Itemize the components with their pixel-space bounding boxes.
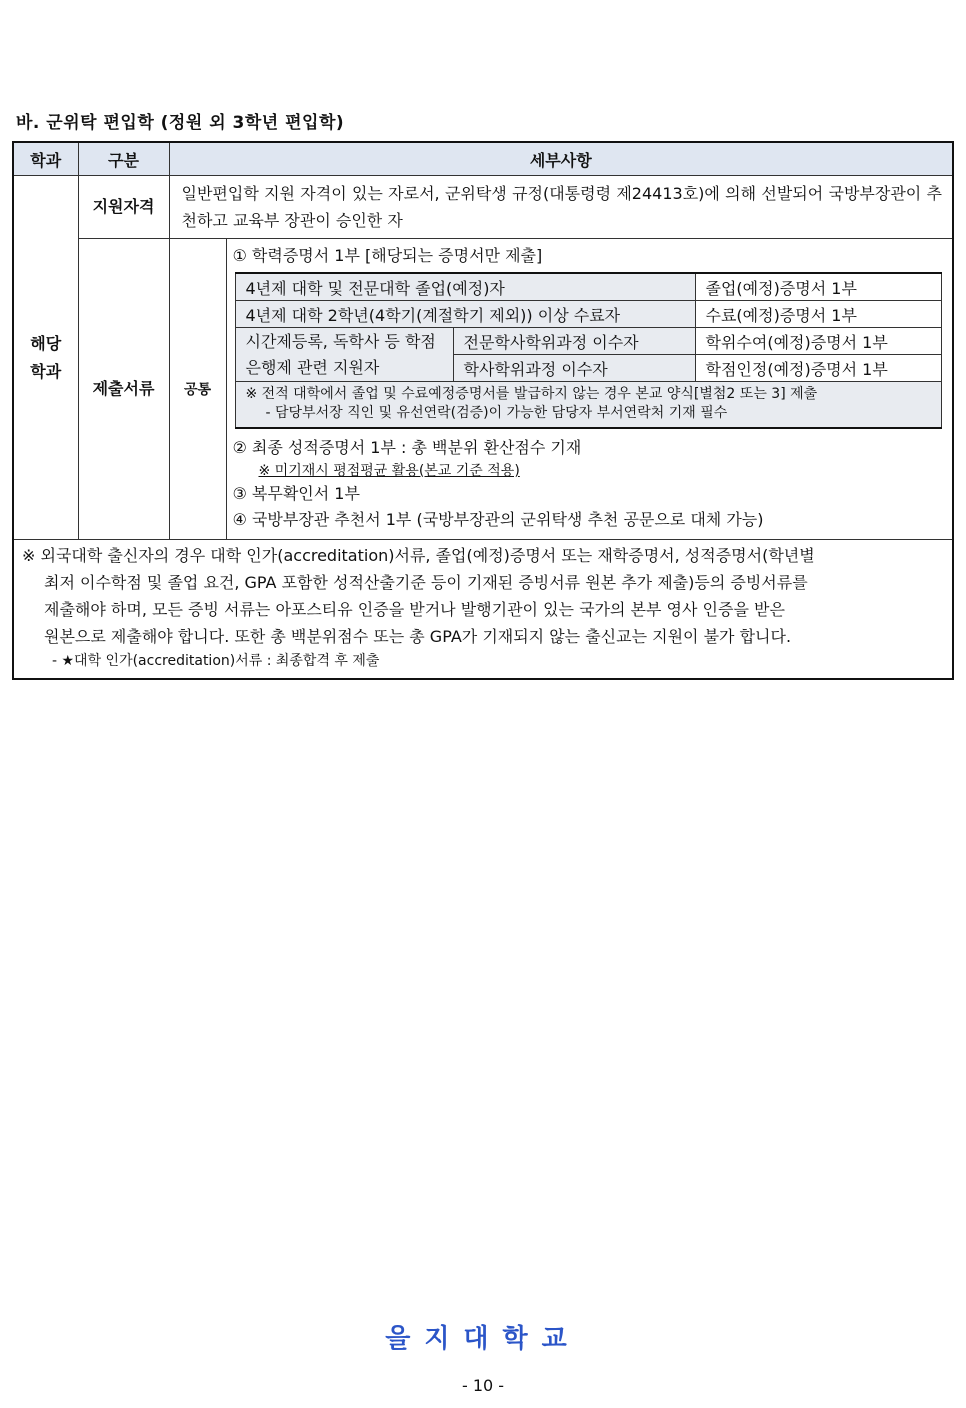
eligibility-text: 일반편입학 지원 자격이 있는 자로서, 군위탁생 규정(대통령령 제24413호)에 의해 선발되어 국방부장관이 추천하고 교육부 장관이 승인한 자: [169, 176, 953, 239]
documents-label: 제출서류: [78, 239, 169, 540]
transcript-requirements-table: [235, 272, 942, 429]
doc-item-1: ① 학력증명서 1부 [해당되는 증명서만 제출]: [232, 246, 543, 265]
req-note-line2: - 담당부서장 직인 및 유선연락(검증)이 가능한 담당자 부서연락처 기재 필수: [265, 405, 728, 421]
req-note: [235, 382, 941, 429]
eligibility-label: 지원자격: [78, 176, 169, 239]
military-transfer-table: [12, 141, 954, 680]
documents-cell: [226, 239, 953, 540]
req-row3-right: 학위수여(예정)증명서 1부: [695, 328, 941, 355]
doc-item-2-note: ※ 미기재시 평점평균 활용(본교 기준 적용): [258, 463, 520, 479]
req-row4-mid: 학사학위과정 이수자: [453, 355, 695, 382]
university-name: 을지대학교: [385, 1324, 581, 1354]
footnote-line2: 최저 이수학점 및 졸업 요건, GPA 포함한 성적산출기준 등이 기재된 증빙서류 원본 추가 제출)등의 증빙서류를: [44, 573, 808, 592]
footnote-line1: ※ 외국대학 출신자의 경우 대학 인가(accreditation)서류, 졸업(예정)증명서 또는 재학증명서, 성적증명서(학년별: [22, 546, 815, 565]
req-row2-left: 4년제 대학 2학년(4학기(계절학기 제외)) 이상 수료자: [235, 301, 695, 328]
req-row1-right: 졸업(예정)증명서 1부: [695, 273, 941, 301]
dept-cell: [13, 176, 78, 540]
footnote-line5: - ★대학 인가(accreditation)서류 : 최종합격 후 제출: [52, 653, 380, 669]
req-row3-left: 시간제등록, 독학사 등 학점은행제 관련 지원자: [235, 328, 453, 382]
header-category: 구분: [78, 142, 169, 176]
footnote-line3: 제출해야 하며, 모든 증빙 서류는 아포스티유 인증을 받거나 발행기관이 있는 국가의 본부 영사 인증을 받은: [44, 600, 785, 619]
req-row2-right: 수료(예정)증명서 1부: [695, 301, 941, 328]
foreign-university-footnote: [13, 540, 953, 680]
doc-item-3: ③ 복무확인서 1부: [232, 484, 360, 503]
header-dept: 학과: [13, 142, 78, 176]
header-details: 세부사항: [169, 142, 953, 176]
req-row3-mid: 전문학사학위과정 이수자: [453, 328, 695, 355]
doc-item-4: ④ 국방부장관 추천서 1부 (국방부장관의 군위탁생 추천 공문으로 대체 가능): [232, 510, 764, 529]
dept-label-line1: 해당: [30, 333, 62, 353]
section-title: 바. 군위탁 편입학 (정원 외 3학년 편입학): [16, 113, 345, 133]
page-number: - 10 -: [461, 1376, 505, 1395]
req-row1-left: 4년제 대학 및 전문대학 졸업(예정)자: [235, 273, 695, 301]
doc-item-2: ② 최종 성적증명서 1부 : 총 백분위 환산점수 기재: [232, 438, 582, 457]
common-label: 공통: [169, 239, 226, 540]
req-row4-right: 학점인정(예정)증명서 1부: [695, 355, 941, 382]
req-note-line1: ※ 전적 대학에서 졸업 및 수료예정증명서를 발급하지 않는 경우 본교 양식[별첨2 또는 3] 제출: [245, 386, 818, 402]
dept-label-line2: 학과: [30, 361, 62, 381]
footnote-line4: 원본으로 제출해야 합니다. 또한 총 백분위점수 또는 총 GPA가 기재되지 않는 출신교는 지원이 불가 합니다.: [44, 627, 792, 646]
